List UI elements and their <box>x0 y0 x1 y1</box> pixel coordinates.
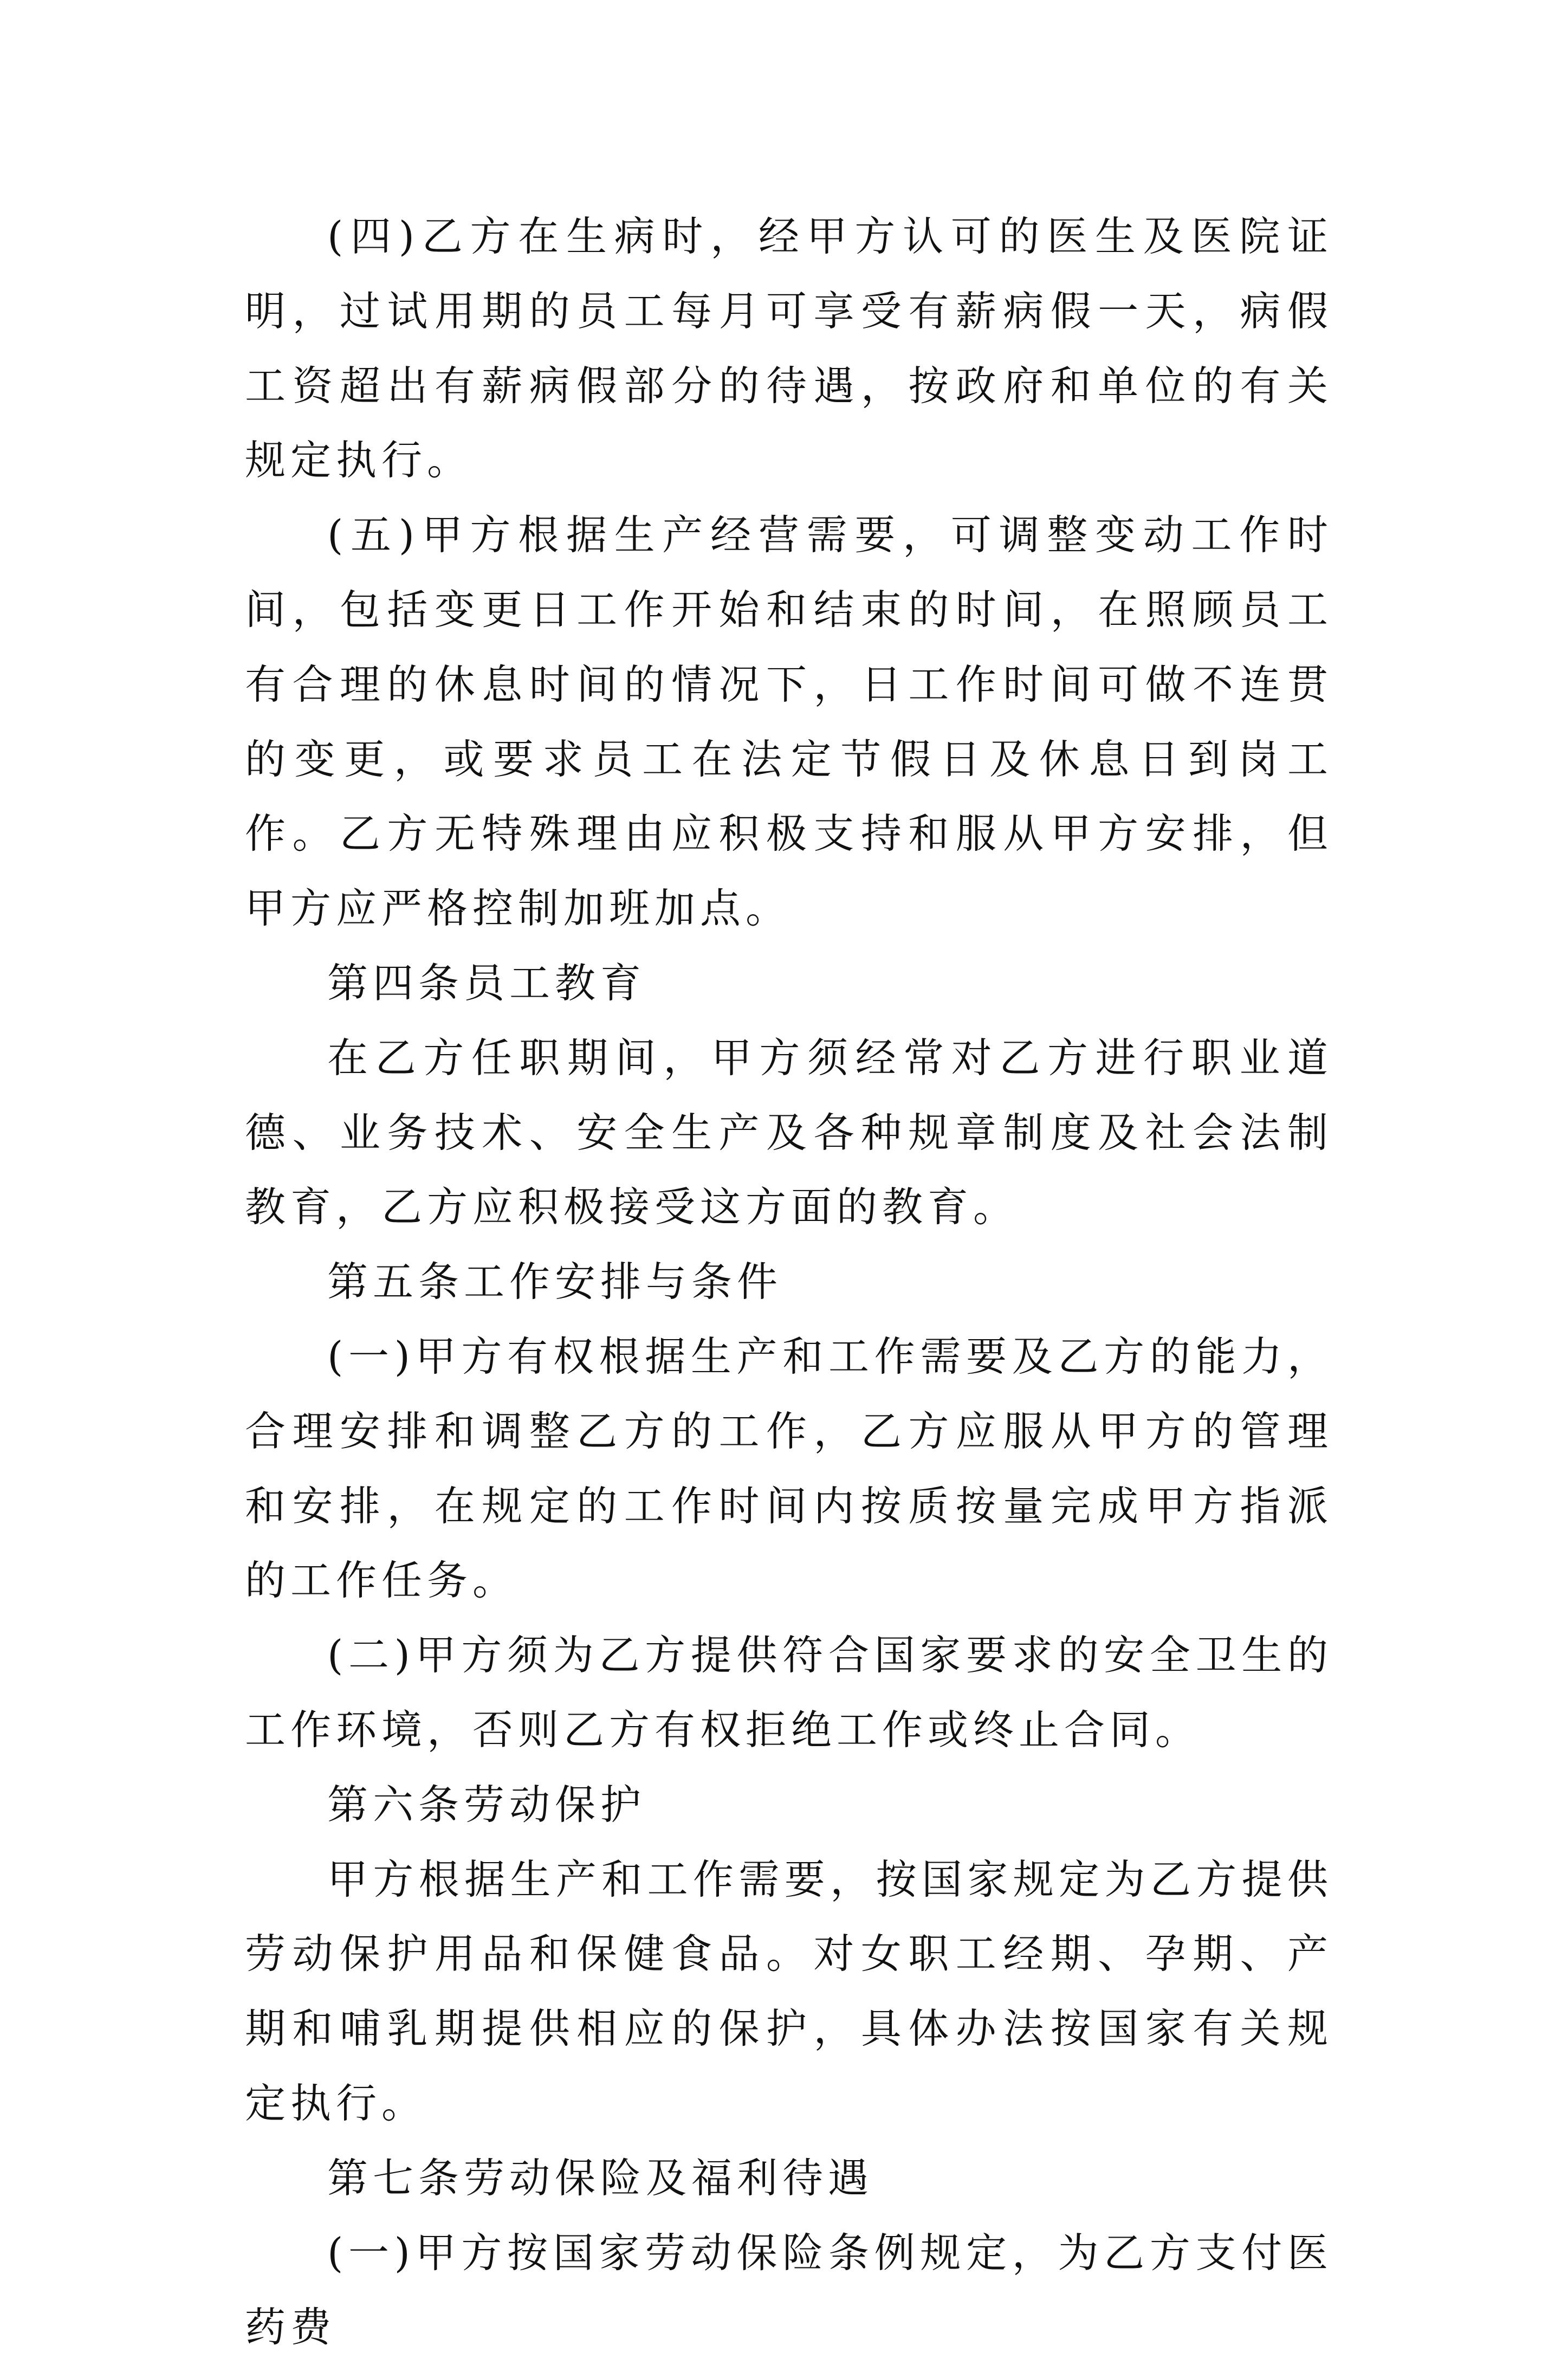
paragraph-safe-environment: (二)甲方须为乙方提供符合国家要求的安全卫生的工作环境，否则乙方有权拒绝工作或终止合同。 <box>245 1631 1333 1754</box>
paragraph-work-arrangement: (一)甲方有权根据生产和工作需要及乙方的能力，合理安排和调整乙方的工作，乙方应服从甲方的管理和安排，在规定的工作时间内按质按量完成甲方指派的工作任务。 <box>245 1332 1333 1605</box>
paragraph-work-time-adjustment: (五)甲方根据生产经营需要，可调整变动工作时间，包括变更日工作开始和结束的时间，在照顾员工有合理的休息时间的情况下，日工作时间可做不连贯的变更，或要求员工在法定节假日及休息日到岗工作。乙方无特殊理由应积极支持和服从甲方安排，但甲方应严格控制加班加点。 <box>245 511 1333 933</box>
paragraph-employee-education: 在乙方任职期间，甲方须经常对乙方进行职业道德、业务技术、安全生产及各种规章制度及社会法制教育，乙方应积极接受这方面的教育。 <box>245 1033 1333 1231</box>
paragraph-insurance: (一)甲方按国家劳动保险条例规定，为乙方支付医药费 <box>245 2228 1333 2351</box>
article-heading-insurance-welfare: 第七条劳动保险及福利待遇 <box>327 2154 874 2202</box>
document-body <box>245 199 1333 2365</box>
article-heading-work-arrangement: 第五条工作安排与条件 <box>327 1258 783 1306</box>
paragraph-sick-leave: (四)乙方在生病时，经甲方认可的医生及医院证明，过试用期的员工每月可享受有薪病假一天，病假工资超出有薪病假部分的待遇，按政府和单位的有关规定执行。 <box>245 212 1333 484</box>
paragraph-labor-protection: 甲方根据生产和工作需要，按国家规定为乙方提供劳动保护用品和保健食品。对女职工经期、孕期、产期和哺乳期提供相应的保护，具体办法按国家有关规定执行。 <box>245 1855 1333 2127</box>
article-heading-labor-protection: 第六条劳动保护 <box>327 1780 646 1828</box>
article-heading-employee-education: 第四条员工教育 <box>327 959 646 1007</box>
